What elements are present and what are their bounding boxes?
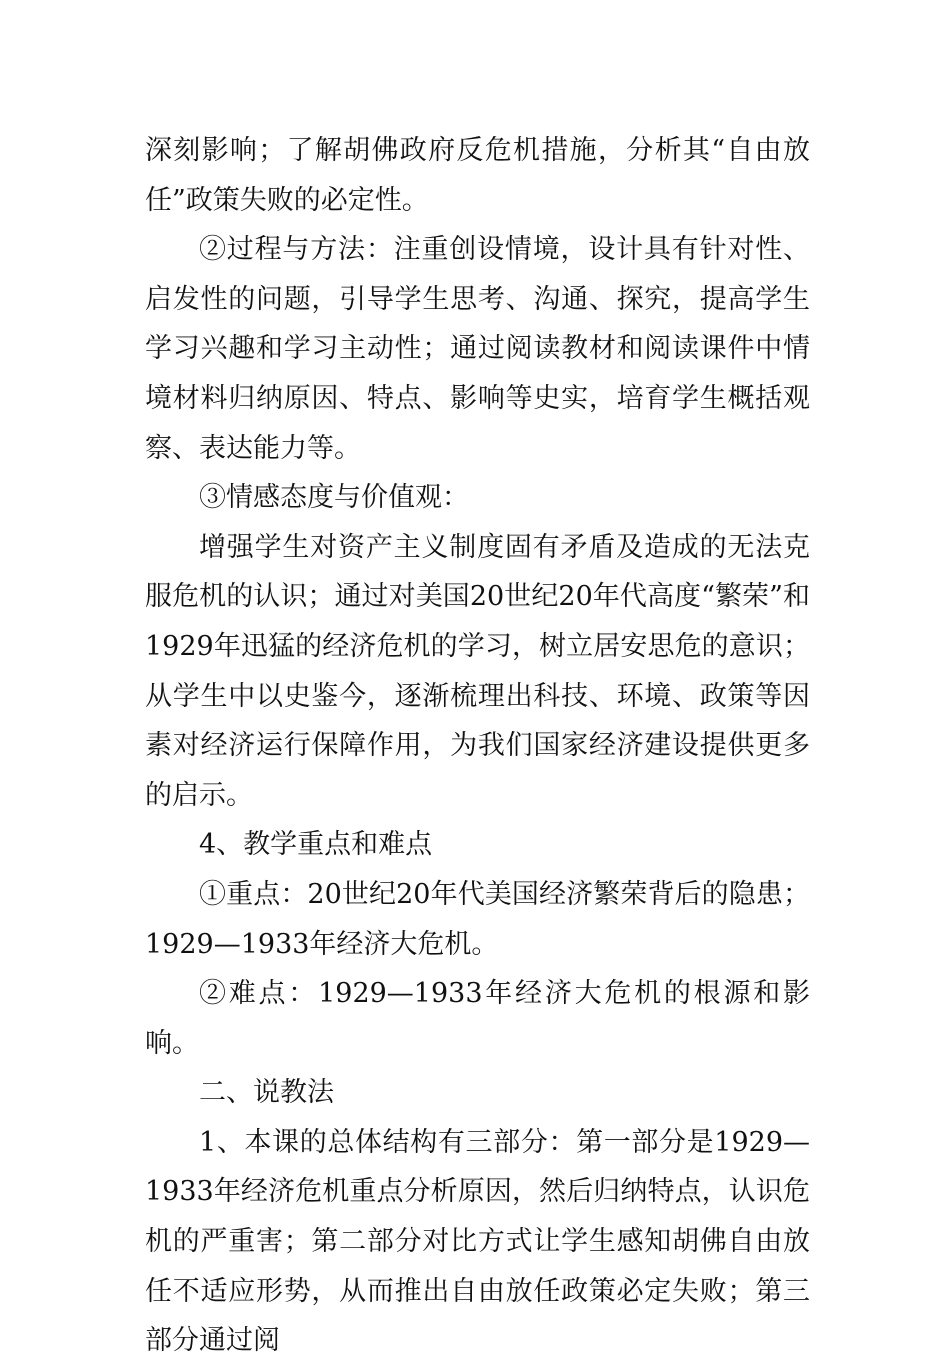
paragraph-key-point: ①重点：20世纪20年代美国经济繁荣背后的隐患；1929—1933年经济大危机。 xyxy=(145,878,810,960)
paragraph-process-method: ②过程与方法：注重创设情境，设计具有针对性、启发性的问题，引导学生思考、沟通、探究，提高学生学习兴趣和学习主动性；通过阅读教材和阅读课件中情境材料归纳原因、特点、影响等史实，培育学生概括观察、表达能力等。 xyxy=(145,234,810,464)
section-heading-teaching-method: 二、说教法 xyxy=(199,1077,334,1109)
document-body xyxy=(145,126,810,1366)
paragraph-emotion-body: 增强学生对资产主义制度固有矛盾及造成的无法克服危机的认识；通过对美国20世纪20年代高度“繁荣”和1929年迅猛的经济危机的学习，树立居安思危的意识；从学生中以史鉴今，逐渐梳理出科技、环境、政策等因素对经济运行保障作用，为我们国家经济建设提供更多的启示。 xyxy=(145,531,810,811)
paragraph-lesson-structure: 1、本课的总体结构有三部分：第一部分是1929—1933年经济危机重点分析原因，然后归纳特点，认识危机的严重害；第二部分对比方式让学生感知胡佛自由放任不适应形势，从而推出自由放任政策必定失败；第三部分通过阅 xyxy=(145,1126,810,1357)
paragraph-difficult-point: ②难点：1929—1933年经济大危机的根源和影响。 xyxy=(145,978,810,1059)
paragraph-continuation: 深刻影响；了解胡佛政府反危机措施，分析其“自由放任”政策失败的必定性。 xyxy=(145,135,810,216)
section-heading-key-points: 4、教学重点和难点 xyxy=(199,829,433,861)
paragraph-emotion-heading: ③情感态度与价值观： xyxy=(199,482,469,514)
